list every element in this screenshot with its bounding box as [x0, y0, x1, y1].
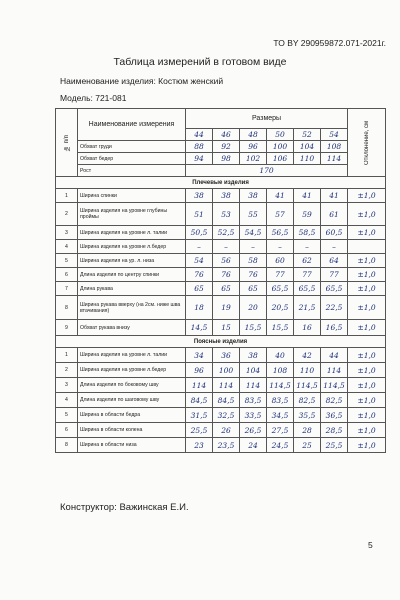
row-number: 9	[56, 320, 78, 336]
table-cell: 76	[186, 268, 213, 282]
table-row	[56, 423, 386, 438]
table-row	[56, 282, 386, 296]
table-cell: 108	[267, 363, 294, 378]
table-cell: 59	[294, 203, 321, 226]
tolerance-cell: ±1,0	[348, 203, 386, 226]
table-cell: 36	[213, 348, 240, 363]
table-cell: 114,5	[267, 378, 294, 393]
table-cell: 26	[213, 423, 240, 438]
table-cell: 28,5	[321, 423, 348, 438]
row-number: 1	[56, 348, 78, 363]
tolerance-cell: ±1,0	[348, 363, 386, 378]
general-row	[56, 141, 386, 153]
table-cell: 25,5	[321, 438, 348, 453]
table-cell: 56	[213, 254, 240, 268]
tolerance-cell: ±1,0	[348, 408, 386, 423]
measurements-table	[55, 108, 386, 453]
table-cell: 41	[267, 189, 294, 203]
table-cell: 50,5	[186, 226, 213, 240]
table-cell: 65,5	[321, 282, 348, 296]
tolerance-cell: ±1,0	[348, 393, 386, 408]
table-cell: 51	[186, 203, 213, 226]
general-row	[56, 165, 386, 177]
row-label: Рост	[78, 165, 186, 177]
table-row	[56, 393, 386, 408]
table-cell: 94	[186, 153, 213, 165]
table-row	[56, 408, 386, 423]
row-label: Длина изделия по боковому шву	[78, 378, 186, 393]
size-46: 46	[213, 129, 240, 141]
tolerance-cell: ±1,0	[348, 378, 386, 393]
table-cell: 61	[321, 203, 348, 226]
col-header-sizes: Размеры	[186, 109, 348, 129]
row-label: Ширина изделия на уровне глубины проймы	[78, 203, 186, 226]
table-cell: –	[186, 240, 213, 254]
table-cell: 84,5	[213, 393, 240, 408]
table-cell: 110	[294, 153, 321, 165]
col-header-name: Наименование измерения	[78, 109, 186, 141]
table-cell: 31,5	[186, 408, 213, 423]
table-cell: 35,5	[294, 408, 321, 423]
table-cell: 114	[186, 378, 213, 393]
constructor-signature-line: Конструктор: Важинская Е.И.	[60, 502, 189, 513]
table-cell: 77	[267, 268, 294, 282]
tolerance-cell: ±1,0	[348, 268, 386, 282]
table-cell: 24	[240, 438, 267, 453]
table-cell: 96	[186, 363, 213, 378]
row-number: 6	[56, 268, 78, 282]
row-label: Ширина изделия на уровне л. талии	[78, 226, 186, 240]
table-cell: 32,5	[213, 408, 240, 423]
table-cell: 100	[267, 141, 294, 153]
table-cell: 83,5	[267, 393, 294, 408]
table-row	[56, 438, 386, 453]
table-cell: 114,5	[294, 378, 321, 393]
table-cell: 28	[294, 423, 321, 438]
row-number: 5	[56, 254, 78, 268]
row-label: Ширина изделия на уровне л. талии	[78, 348, 186, 363]
table-row	[56, 268, 386, 282]
row-label: Ширина изделия на ур. л. низа	[78, 254, 186, 268]
tolerance-cell: ±1,0	[348, 189, 386, 203]
row-label: Обхват рукава внизу	[78, 320, 186, 336]
table-cell: 41	[321, 189, 348, 203]
row-label: Ширина рукава вверху (на 2см. ниже шва втачивания)	[78, 296, 186, 320]
table-cell: –	[294, 240, 321, 254]
table-cell: 14,5	[186, 320, 213, 336]
table-cell: 55	[240, 203, 267, 226]
table-cell: –	[240, 240, 267, 254]
section-waist	[56, 336, 386, 348]
table-cell: 65,5	[294, 282, 321, 296]
section-shoulder	[56, 177, 386, 189]
table-cell: 52,5	[213, 226, 240, 240]
tolerance-cell: ±1,0	[348, 282, 386, 296]
row-number: 7	[56, 282, 78, 296]
row-label: Длина изделия по центру спинки	[78, 268, 186, 282]
tolerance-cell: ±1,0	[348, 438, 386, 453]
table-cell: 114	[321, 153, 348, 165]
table-cell: 34,5	[267, 408, 294, 423]
table-cell: 65	[240, 282, 267, 296]
table-cell: 65	[213, 282, 240, 296]
table-cell: 76	[213, 268, 240, 282]
size-50: 50	[267, 129, 294, 141]
table-row	[56, 348, 386, 363]
table-cell: 20,5	[267, 296, 294, 320]
row-label: Ширина изделия на уровне л.бедер	[78, 240, 186, 254]
table-cell: 56,5	[267, 226, 294, 240]
table-cell: 23,5	[213, 438, 240, 453]
table-cell: 77	[294, 268, 321, 282]
table-cell: 22,5	[321, 296, 348, 320]
col-header-tolerance: Отклонение, см	[348, 109, 386, 177]
table-cell: 25,5	[186, 423, 213, 438]
table-cell: 53	[213, 203, 240, 226]
tolerance-cell: ±1,0	[348, 320, 386, 336]
table-cell: 65	[186, 282, 213, 296]
table-cell: 15,5	[240, 320, 267, 336]
row-number: 8	[56, 296, 78, 320]
table-cell: 96	[240, 141, 267, 153]
table-cell: 104	[240, 363, 267, 378]
table-cell: 98	[213, 153, 240, 165]
row-label: Обхват груди	[78, 141, 186, 153]
size-48: 48	[240, 129, 267, 141]
row-label: Ширина в области низа	[78, 438, 186, 453]
table-cell: 106	[267, 153, 294, 165]
section-waist-title: Поясные изделия	[56, 336, 386, 348]
table-cell: 42	[294, 348, 321, 363]
table-cell: 82,5	[321, 393, 348, 408]
size-44: 44	[186, 129, 213, 141]
table-cell: 82,5	[294, 393, 321, 408]
table-cell: –	[267, 240, 294, 254]
size-54: 54	[321, 129, 348, 141]
table-cell: 15,5	[267, 320, 294, 336]
table-cell: 34	[186, 348, 213, 363]
table-cell: 26,5	[240, 423, 267, 438]
row-label: Ширина в области бедра	[78, 408, 186, 423]
table-cell: 60	[267, 254, 294, 268]
table-cell: 20	[240, 296, 267, 320]
table-cell: 54,5	[240, 226, 267, 240]
table-row	[56, 254, 386, 268]
table-cell: 44	[321, 348, 348, 363]
row-number: 4	[56, 393, 78, 408]
table-cell: 84,5	[186, 393, 213, 408]
table-row	[56, 378, 386, 393]
tolerance-cell: ±1,0	[348, 254, 386, 268]
table-cell: 110	[294, 363, 321, 378]
tolerance-cell: ±1,0	[348, 226, 386, 240]
table-cell: 36,5	[321, 408, 348, 423]
table-cell: 77	[321, 268, 348, 282]
tolerance-cell: ±1,0	[348, 423, 386, 438]
row-label: Ширина спинки	[78, 189, 186, 203]
col-header-number: № п/п	[56, 109, 78, 177]
table-cell: 21,5	[294, 296, 321, 320]
table-cell: 15	[213, 320, 240, 336]
table-cell: 19	[213, 296, 240, 320]
tolerance-cell	[348, 240, 386, 254]
height-value: 170	[186, 165, 348, 177]
table-cell: 114	[321, 363, 348, 378]
row-number: 3	[56, 378, 78, 393]
table-cell: 65,5	[267, 282, 294, 296]
table-cell: 114	[213, 378, 240, 393]
table-cell: 83,5	[240, 393, 267, 408]
table-cell: 58,5	[294, 226, 321, 240]
general-row	[56, 153, 386, 165]
row-number: 5	[56, 408, 78, 423]
table-cell: 41	[294, 189, 321, 203]
table-cell: 27,5	[267, 423, 294, 438]
table-cell: 108	[321, 141, 348, 153]
row-label: Ширина в области колена	[78, 423, 186, 438]
table-cell: 33,5	[240, 408, 267, 423]
table-cell: 57	[267, 203, 294, 226]
size-52: 52	[294, 129, 321, 141]
table-cell: 38	[240, 348, 267, 363]
model-number: Модель: 721-081	[60, 93, 127, 103]
section-shoulder-title: Плечевые изделия	[56, 177, 386, 189]
table-cell: 64	[321, 254, 348, 268]
row-number: 2	[56, 203, 78, 226]
table-cell: 54	[186, 254, 213, 268]
table-cell: 25	[294, 438, 321, 453]
table-cell: 102	[240, 153, 267, 165]
table-cell: 38	[240, 189, 267, 203]
table-cell: –	[213, 240, 240, 254]
table-cell: 92	[213, 141, 240, 153]
table-cell: 104	[294, 141, 321, 153]
table-cell: 114,5	[321, 378, 348, 393]
table-cell: 16,5	[321, 320, 348, 336]
table-cell: 24,5	[267, 438, 294, 453]
table-cell: 88	[186, 141, 213, 153]
table-cell: 62	[294, 254, 321, 268]
table-row	[56, 240, 386, 254]
table-cell: 100	[213, 363, 240, 378]
table-cell: 18	[186, 296, 213, 320]
tolerance-cell: ±1,0	[348, 296, 386, 320]
table-cell: 58	[240, 254, 267, 268]
row-number: 4	[56, 240, 78, 254]
row-label: Длина изделия по шаговому шву	[78, 393, 186, 408]
table-cell: 16	[294, 320, 321, 336]
table-row	[56, 296, 386, 320]
table-row	[56, 363, 386, 378]
row-label: Обхват бедер	[78, 153, 186, 165]
table-cell: 114	[240, 378, 267, 393]
table-header-row	[56, 109, 386, 129]
table-row	[56, 320, 386, 336]
product-name: Наименование изделия: Костюм женский	[60, 76, 224, 86]
row-number: 1	[56, 189, 78, 203]
page-title: Таблица измерений в готовом виде	[113, 56, 287, 68]
row-number: 3	[56, 226, 78, 240]
tolerance-cell: ±1,0	[348, 348, 386, 363]
table-cell: 76	[240, 268, 267, 282]
page-number: 5	[368, 540, 373, 550]
row-number: 8	[56, 438, 78, 453]
table-cell: 38	[213, 189, 240, 203]
table-cell: 38	[186, 189, 213, 203]
table-row	[56, 226, 386, 240]
table-cell: 23	[186, 438, 213, 453]
table-cell: –	[321, 240, 348, 254]
table-cell: 40	[267, 348, 294, 363]
table-row	[56, 203, 386, 226]
row-number: 6	[56, 423, 78, 438]
row-number: 2	[56, 363, 78, 378]
document-reference: ТО BY 290959872.071-2021г.	[273, 38, 386, 48]
table-row	[56, 189, 386, 203]
row-label: Ширина изделия на уровне л.бедер	[78, 363, 186, 378]
table-cell: 60,5	[321, 226, 348, 240]
row-label: Длина рукава	[78, 282, 186, 296]
